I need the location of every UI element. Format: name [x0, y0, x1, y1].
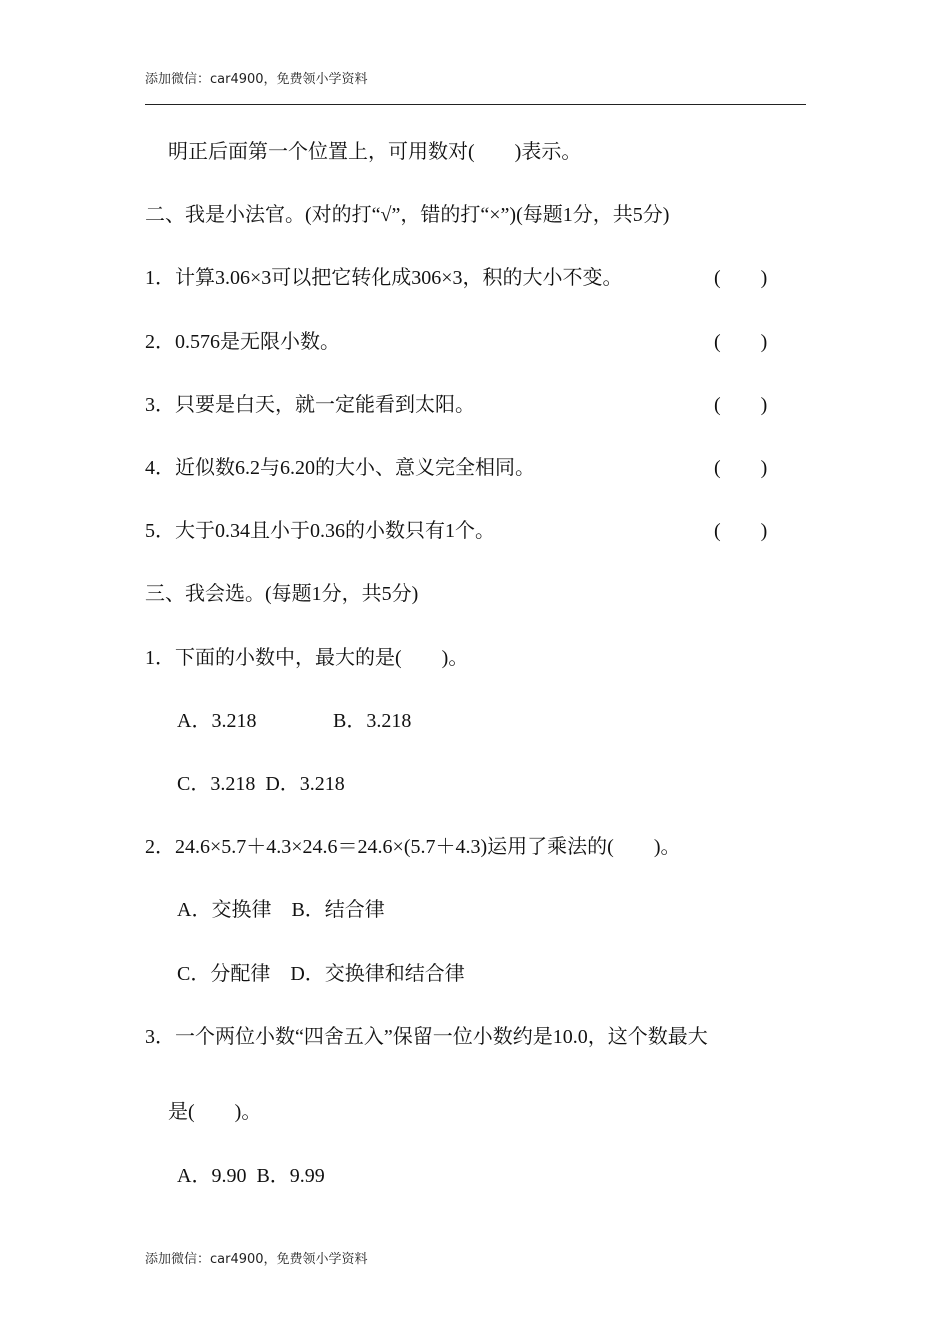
q2-options-ab[interactable]: A．交换律 B．结合律	[177, 899, 385, 921]
tf-item-4: 4．近似数6.2与6.20的大小、意义完全相同。	[145, 457, 535, 479]
q3-options-ab[interactable]: A．9.90 B．9.99	[177, 1165, 325, 1187]
page-header: 添加微信：car4900，免费领小学资料	[145, 72, 368, 87]
q3-stem-continued: 是( )。	[168, 1101, 262, 1123]
tf-item-5: 5．大于0.34且小于0.36的小数只有1个。	[145, 520, 495, 542]
tf-item-2: 2．0.576是无限小数。	[145, 331, 340, 353]
q2-options-cd[interactable]: C．分配律 D．交换律和结合律	[177, 963, 465, 985]
section-3-title: 三、我会选。(每题1分，共5分)	[145, 583, 419, 605]
tf-answer-2[interactable]: ( )	[714, 331, 768, 353]
tf-answer-1[interactable]: ( )	[714, 267, 768, 289]
q1-stem: 1．下面的小数中，最大的是( )。	[145, 647, 469, 669]
tf-item-1: 1．计算3.06×3可以把它转化成306×3，积的大小不变。	[145, 267, 623, 289]
tf-answer-3[interactable]: ( )	[714, 394, 768, 416]
section-2-title: 二、我是小法官。(对的打“√”，错的打“×”)(每题1分，共5分)	[145, 204, 670, 226]
header-divider	[145, 104, 806, 105]
q1-option-a[interactable]: A．3.218	[177, 710, 257, 732]
q1-option-b[interactable]: B．3.218	[333, 710, 412, 732]
continuation-line: 明正后面第一个位置上，可用数对( )表示。	[168, 141, 582, 163]
tf-answer-5[interactable]: ( )	[714, 520, 768, 542]
q3-stem: 3．一个两位小数“四舍五入”保留一位小数约是10.0，这个数最大	[145, 1026, 708, 1048]
q2-stem: 2．24.6×5.7＋4.3×24.6＝24.6×(5.7＋4.3)运用了乘法的( )。	[145, 836, 681, 858]
q1-options-cd[interactable]: C．3.218 D．3.218	[177, 773, 345, 795]
tf-item-3: 3．只要是白天，就一定能看到太阳。	[145, 394, 475, 416]
page-footer: 添加微信：car4900，免费领小学资料	[145, 1252, 368, 1267]
tf-answer-4[interactable]: ( )	[714, 457, 768, 479]
